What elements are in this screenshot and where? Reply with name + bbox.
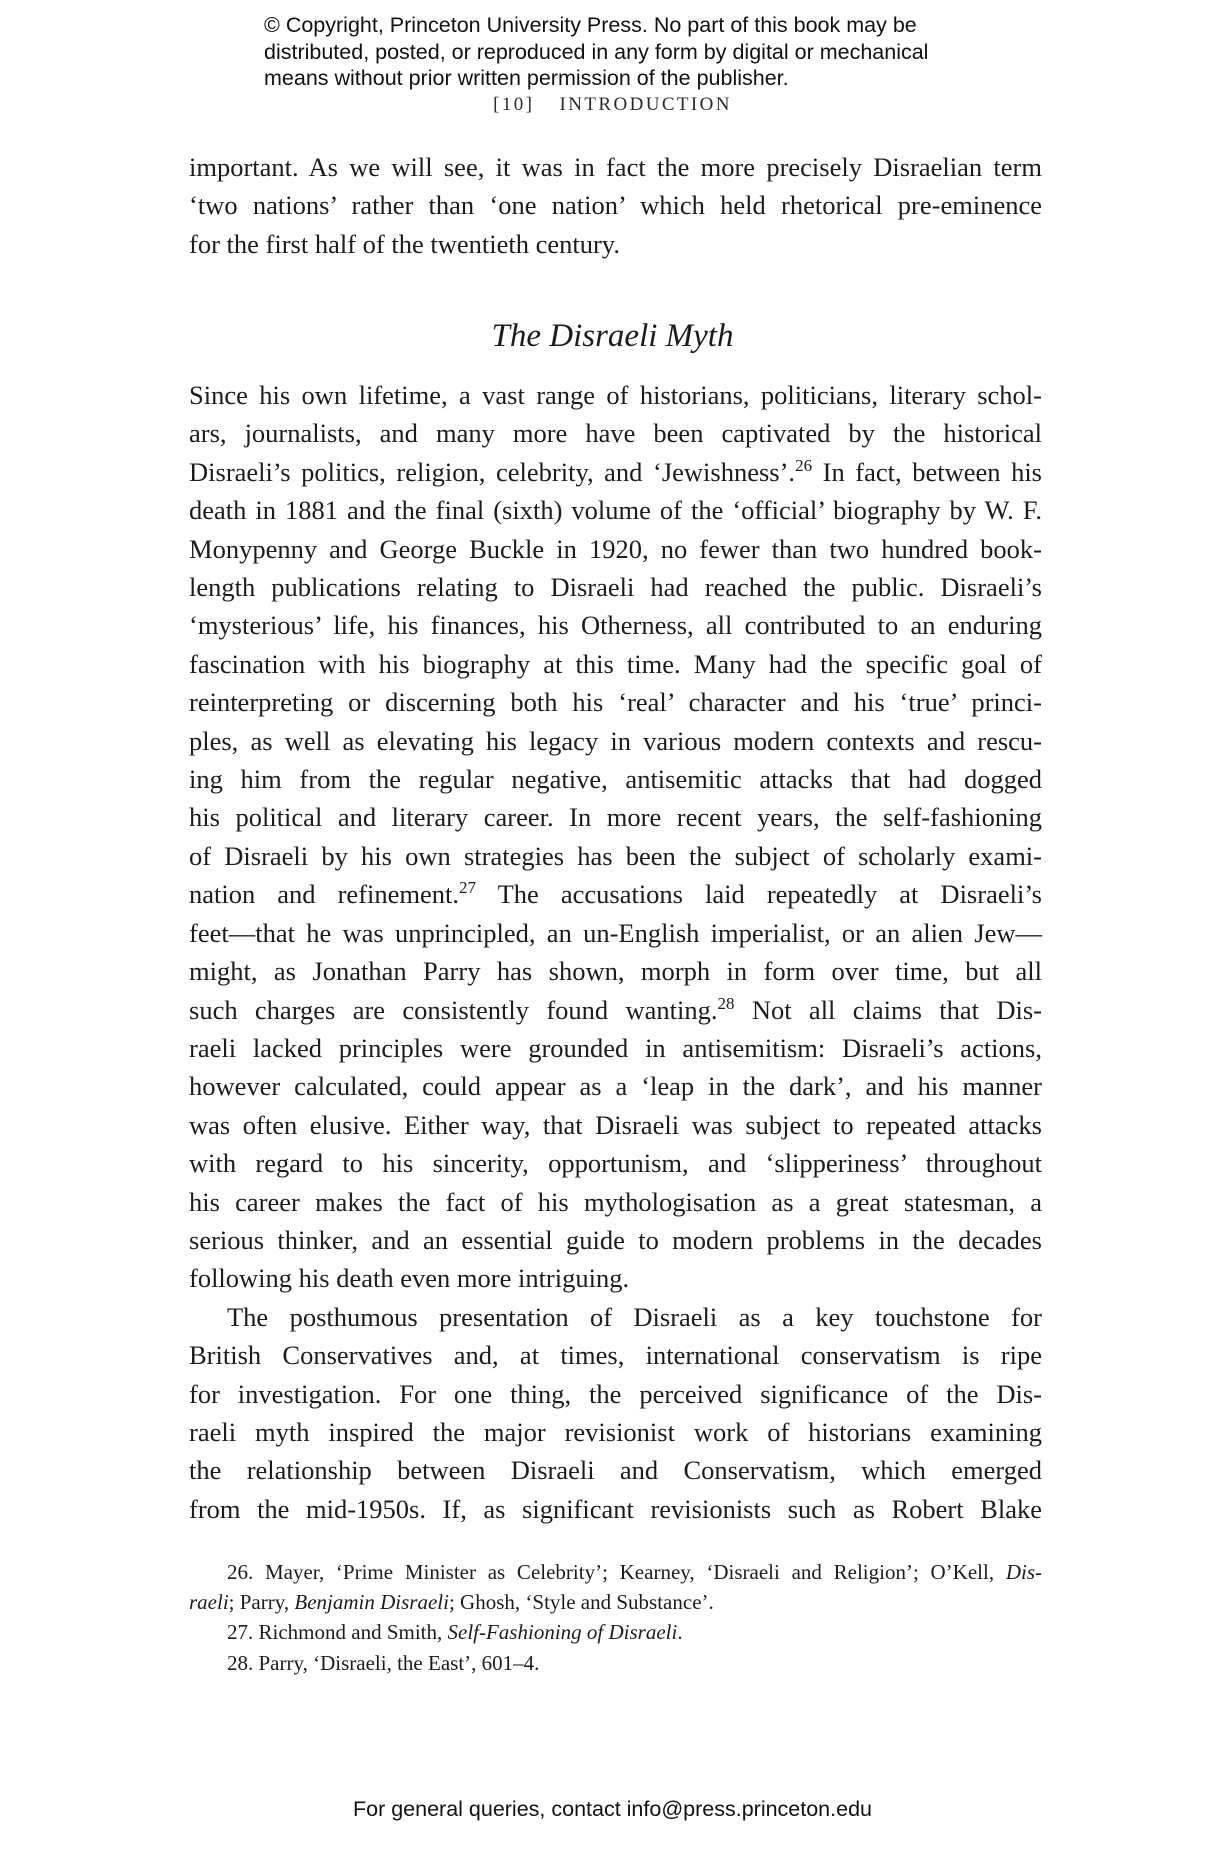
text-line: of Disraeli by his own strategies has been the subject of scholarly exami- xyxy=(189,840,1042,871)
section-heading: The Disraeli Myth xyxy=(491,318,734,354)
text-line: The posthumous presentation of Disraeli as a key touchstone for xyxy=(227,1301,1042,1332)
text-line: for the first half of the twentieth century. xyxy=(189,228,620,259)
text-line: his career makes the fact of his mythologisation as a great statesman, a xyxy=(189,1186,1042,1217)
footnote-text: ; Ghosh, ‘Style and Substance’. xyxy=(448,1590,714,1615)
footnote-italic: Dis- xyxy=(1005,1560,1042,1584)
text-line: raeli lacked principles were grounded in antisemitism: Disraeli’s actions, xyxy=(189,1032,1042,1063)
text-segment: Disraeli’s politics, religion, celebrity, and ‘Jewishness’. xyxy=(189,456,796,487)
text-segment: In fact, between his xyxy=(812,456,1042,487)
footer-contact: For general queries, contact info@press.princeton.edu xyxy=(352,1797,872,1821)
text-segment: Not all claims that Dis- xyxy=(734,994,1042,1025)
text-line: with regard to his sincerity, opportunism, and ‘slipperiness’ throughout xyxy=(189,1148,1042,1179)
footnote-ref-27[interactable]: 27 xyxy=(459,878,477,898)
text-line: however calculated, could appear as a ‘leap in the dark’, and his manner xyxy=(189,1071,1042,1102)
footnote-27 xyxy=(189,1617,1042,1647)
text-line: ples, as well as elevating his legacy in various modern contexts and rescu- xyxy=(189,725,1042,756)
text-line: the relationship between Disraeli and Conservatism, which emerged xyxy=(189,1455,1042,1486)
text-line: ‘mysterious’ life, his finances, his Otherness, all contributed to an enduring xyxy=(189,610,1042,641)
text-line: important. As we will see, it was in fact the more precisely Disraelian term xyxy=(189,152,1042,182)
text-line: British Conservatives and, at times, international conservatism is ripe xyxy=(189,1340,1042,1371)
text-line: feet—that he was unprincipled, an un-English imperialist, or an alien Jew— xyxy=(189,917,1042,948)
text-segment: nation and refinement. xyxy=(189,879,460,910)
copyright-line-3: means without prior written permission of the publisher. xyxy=(264,66,789,90)
text-line: raeli myth inspired the major revisionist work of historians examining xyxy=(189,1416,1042,1447)
page-number: [10] xyxy=(493,94,535,115)
running-head xyxy=(0,94,1225,116)
footnote-italic: Self-Fashioning of Disraeli xyxy=(447,1620,678,1645)
body-paragraphs xyxy=(189,376,1042,1528)
text-line: was often elusive. Either way, that Disraeli was subject to repeated attacks xyxy=(189,1109,1042,1140)
text-line: reinterpreting or discerning both his ‘real’ character and his ‘true’ princi- xyxy=(189,687,1042,718)
text-line: serious thinker, and an essential guide to modern problems in the decades xyxy=(189,1224,1042,1255)
footnote-ref-28[interactable]: 28 xyxy=(717,993,735,1013)
footnote-26-continued xyxy=(189,1587,1042,1617)
text-segment: The accusations laid repeatedly at Disraeli’s xyxy=(476,879,1042,910)
text-line: ars, journalists, and many more have been captivated by the historical xyxy=(189,418,1042,449)
text-line: for investigation. For one thing, the perceived significance of the Dis- xyxy=(189,1378,1042,1409)
running-head-section: INTRODUCTION xyxy=(559,94,732,115)
footnote-italic: raeli xyxy=(189,1590,229,1615)
footnote-text: 26. Mayer, ‘Prime Minister as Celebrity’; Kearney, ‘Disraeli and Religion’; O’Kell, xyxy=(227,1560,1006,1584)
footnote-text: . xyxy=(677,1620,683,1645)
copyright-line-1: © Copyright, Princeton University Press. No part of this book may be xyxy=(264,13,917,37)
text-line: death in 1881 and the final (sixth) volume of the ‘official’ biography by W. F. xyxy=(189,495,1042,526)
text-line: might, as Jonathan Parry has shown, morph in form over time, but all xyxy=(189,956,1042,987)
footnote-italic: Benjamin Disraeli xyxy=(294,1590,449,1615)
text-line: following his death even more intriguing. xyxy=(189,1263,630,1294)
text-line: from the mid-1950s. If, as significant revisionists such as Robert Blake xyxy=(189,1493,1042,1524)
text-line: ing him from the regular negative, antisemitic attacks that had dogged xyxy=(189,764,1042,795)
text-line-with-note xyxy=(189,875,1042,913)
footnotes xyxy=(189,1557,1042,1678)
footnote-ref-26[interactable]: 26 xyxy=(795,455,813,475)
footnote-26 xyxy=(189,1557,1042,1587)
text-segment: such charges are consistently found wanting. xyxy=(189,994,718,1025)
footnote-text: ; Parry, xyxy=(228,1590,295,1615)
text-line: length publications relating to Disraeli had reached the public. Disraeli’s xyxy=(189,572,1042,603)
text-line: Since his own lifetime, a vast range of historians, politicians, literary schol- xyxy=(189,380,1042,410)
text-line: ‘two nations’ rather than ‘one nation’ which held rhetorical pre-eminence xyxy=(189,190,1042,221)
text-line: his political and literary career. In more recent years, the self-fashioning xyxy=(189,802,1042,833)
copyright-line-2: distributed, posted, or reproduced in any form by digital or mechanical xyxy=(264,39,929,64)
intro-paragraph xyxy=(189,148,1042,263)
text-line: fascination with his biography at this time. Many had the specific goal of xyxy=(189,648,1042,679)
footnote-text: 27. Richmond and Smith, xyxy=(227,1620,448,1645)
text-line: Monypenny and George Buckle in 1920, no fewer than two hundred book- xyxy=(189,533,1042,564)
text-line-with-note xyxy=(189,991,1042,1029)
footnote-28: 28. Parry, ‘Disraeli, the East’, 601–4. xyxy=(227,1650,540,1675)
text-line-with-note xyxy=(189,453,1042,491)
copyright-notice xyxy=(264,12,964,92)
